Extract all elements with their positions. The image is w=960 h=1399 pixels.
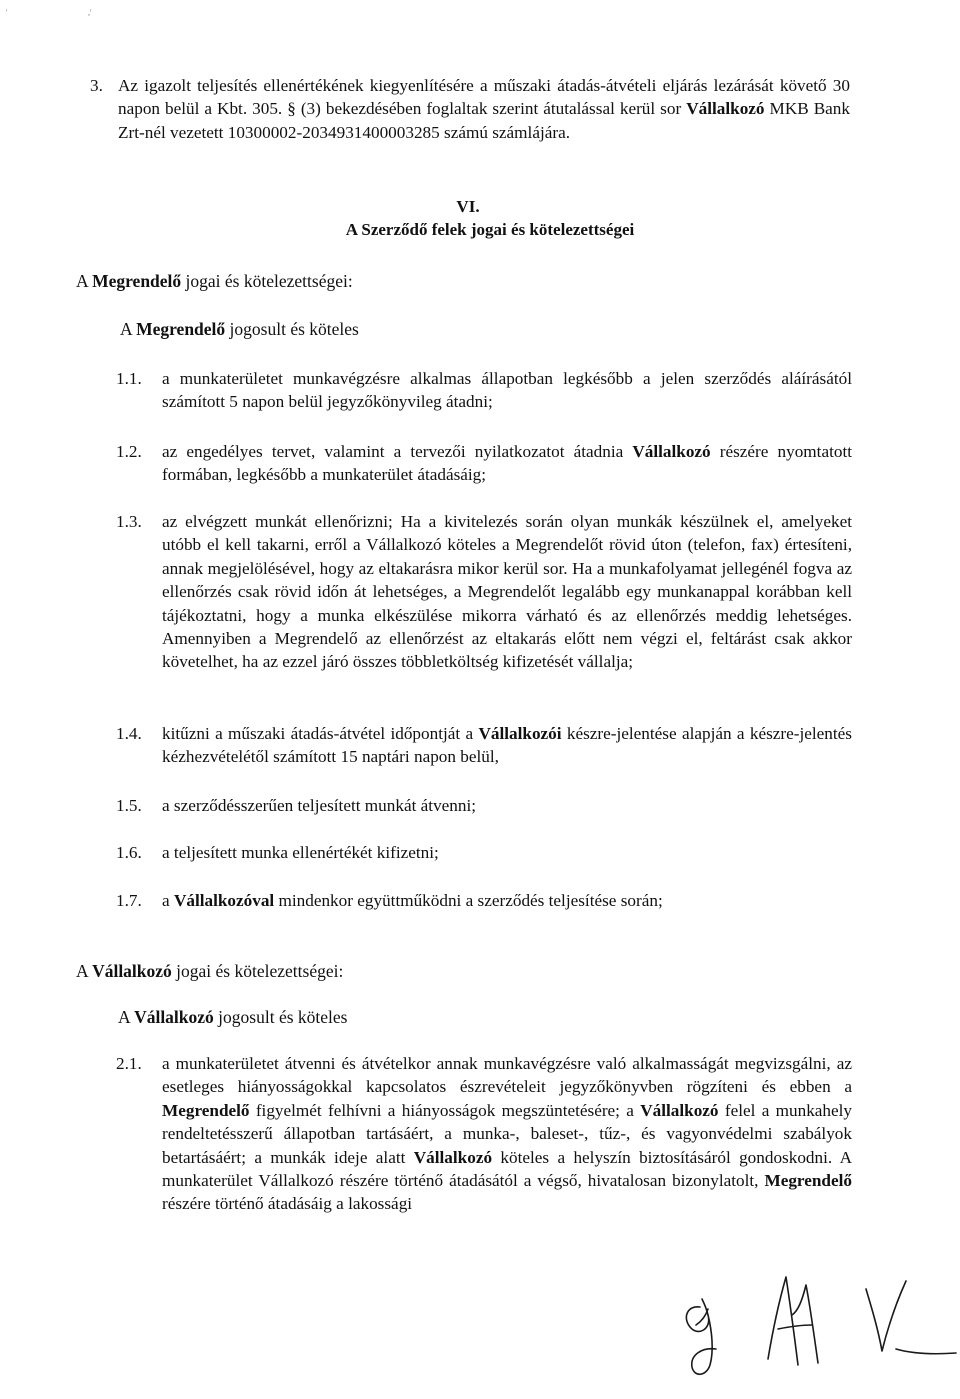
- section-3-number: 3.: [90, 76, 103, 95]
- item-1-5-text: a szerződésszerűen teljesített munkát átvenni;: [162, 796, 477, 815]
- scan-artifact: ': [6, 8, 8, 17]
- vallalkozo-subheading: A Vállalkozó jogosult és köteles: [118, 1007, 348, 1027]
- chapter-number: VI.: [456, 197, 480, 216]
- item-2-1-text: a munkaterületet átvenni és átvételkor annak munkavégzésre való alkalmasságát megvizsgálni, az esetleges hiányosságokkal kapcsolatos észrevételeit jegyzőkönyvben rögzíteni és ebben a Megrendelő figyelmét felhívni a hiányosságok megszüntetésére; a Vállalkozó felel a munkahely rendeltetésszerű állapotban tartásáért, a munka-, baleset-, tűz-, és vagyonvédelmi szabályok betartásáért; a munkák ideje alatt Vállalkozó köteles a helyszín biztosításáról gondoskodni. A munkaterület Vállalkozó részére történő átadásától a végső, hivatalosan bizonylatolt, Megrendelő részére történő átadásáig a lakossági: [162, 1054, 853, 1214]
- item-1-6-text: a teljesített munka ellenértékét kifizetni;: [162, 843, 439, 862]
- item-1-2-text: az engedélyes tervet, valamint a tervezői nyilatkozatot átadnia Vállalkozó részére nyomtatott formában, legkésőbb a munkaterület átadásáig;: [162, 442, 852, 485]
- item-1-7-text: a Vállalkozóval mindenkor együttműködni a szerződés teljesítése során;: [162, 891, 663, 910]
- item-1-2-number: 1.2.: [116, 442, 142, 461]
- megrendelo-heading: A Megrendelő jogai és kötelezettségei:: [76, 271, 353, 291]
- item-1-3-text: az elvégzett munkát ellenőrizni; Ha a kivitelezés során olyan munkák készülnek el, amelyeket utóbb el kell takarni, erről a Vállalkozó köteles a Megrendelőt rövid úton (telefon, fax) értesíteni, annak megjelölésével, hogy az eltakarásra mikor kerül sor. Ha a munkafolyamat jellegénél fogva az ellenőrzés csak rövid időn át lehetséges, a Megrendelőt legalább egy munkanappal korábban kell tájékoztatni, hogy a munka elkészülése mikorra várható és az ellenőrzés meddig lehetséges. Amennyiben a Megrendelő az ellenőrzést az eltakarás előtt nem végzi el, feltárást csak akkor követelhet, ha az ezzel járó összes többletköltség kifizetését vállalja;: [162, 512, 852, 672]
- vallalkozo-heading: A Vállalkozó jogai és kötelezettségei:: [76, 961, 344, 981]
- handwritten-initials: [660, 1255, 960, 1385]
- item-1-3-number: 1.3.: [116, 512, 142, 531]
- scan-artifact: ,': [88, 8, 92, 17]
- item-1-1-text: a munkaterületet munkavégzésre alkalmas állapotban legkésőbb a jelen szerződés aláírásától számított 5 napon belül jegyzőkönyvileg átadni;: [162, 369, 852, 412]
- chapter-title: A Szerződő felek jogai és kötelezettségei: [345, 220, 635, 239]
- megrendelo-subheading: A Megrendelő jogosult és köteles: [120, 319, 359, 339]
- section-3-text: Az igazolt teljesítés ellenértékének kiegyenlítésére a műszaki átadás-átvételi eljárás lezárását követő 30 napon belül a Kbt. 305. § (3) bekezdésében foglaltak szerint átutalással kerül sor Vállalkozó MKB Bank Zrt-nél vezetett 10300002-2034931400003285 számú számlájára.: [118, 76, 850, 142]
- item-1-6-number: 1.6.: [116, 843, 142, 862]
- item-1-7-number: 1.7.: [116, 891, 142, 910]
- item-2-1-number: 2.1.: [116, 1054, 142, 1073]
- item-1-4-text: kitűzni a műszaki átadás-átvétel időpontját a Vállalkozói készre-jelentése alapján a készre-jelentés kézhezvételétől számított 15 naptári napon belül,: [162, 724, 852, 767]
- item-1-4-number: 1.4.: [116, 724, 142, 743]
- item-1-5-number: 1.5.: [116, 796, 142, 815]
- item-1-1-number: 1.1.: [116, 369, 142, 388]
